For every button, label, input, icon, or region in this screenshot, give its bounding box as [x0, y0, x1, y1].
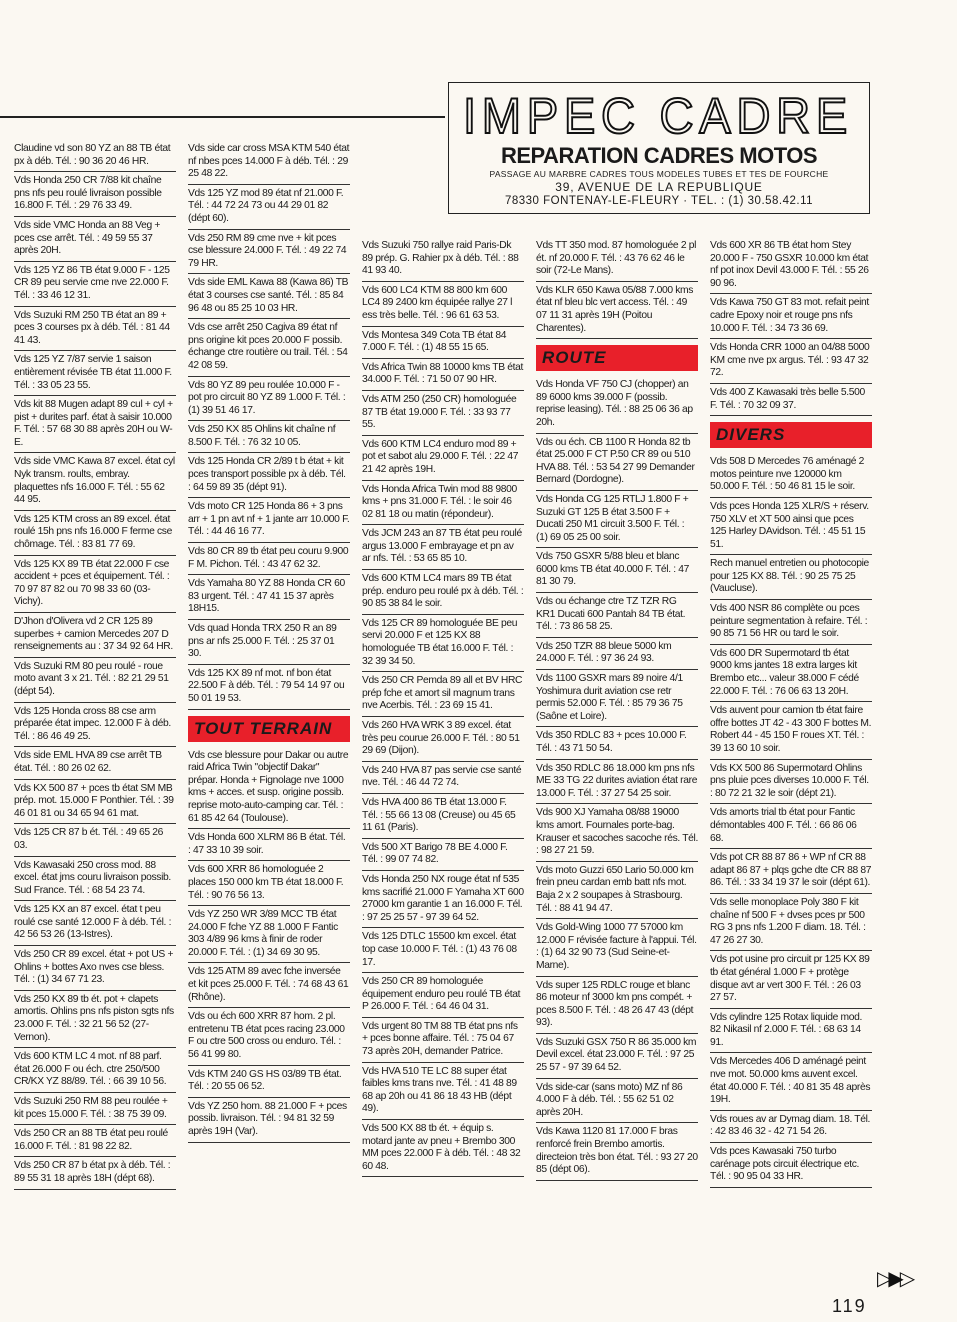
- classified-ad: Vds TT 350 mod. 87 homologuée 2 pl ét. nf 20.000 F. Tél. : 43 76 62 46 le soir (72-Le Mans).: [536, 240, 698, 282]
- section-header-route: ROUTE: [536, 345, 698, 371]
- classified-ad: Vds 250 CR 87 b état px à déb. Tél. : 89 55 31 18 après 18H (dépt 68).: [14, 1160, 176, 1189]
- impec-cadre-advert: [448, 82, 870, 214]
- impec-cadre-logo: [459, 89, 857, 141]
- classified-ad: Vds 125 DTLC 15500 km excel. état top case 10.000 F. Tél. : (1) 43 76 08 17.: [362, 931, 524, 973]
- classified-ad: Claudine vd son 80 YZ an 88 TB état px à déb. Tél. : 90 36 20 46 HR.: [14, 143, 176, 172]
- column-5: [710, 240, 872, 1191]
- classified-ad: Vds moto CR 125 Honda 86 + 3 pns arr + 1 pn avt nf + 1 jante arr 10.000 F. Tél. : 44 46 16 77.: [188, 501, 350, 543]
- banner-subtitle: PASSAGE AU MARBRE CADRES TOUS MODELES TUBES ET TES DE FOURCHE: [489, 169, 829, 179]
- classified-ad: Vds ou échange ctre TZ TZR RG KR1 Ducati 600 Pantah 84 TB état. Tél. : 73 86 58 25.: [536, 596, 698, 638]
- classified-ad: Vds Kawa 750 GT 83 mot. refait peint cadre Epoxy noir et rouge pns nfs 10.000 F. Tél. : 34 73 36 69.: [710, 297, 872, 339]
- classified-ad: Vds side-car (sans moto) MZ nf 86 4.000 F à déb. Tél. : 55 62 51 02 après 20H.: [536, 1082, 698, 1124]
- classified-ad: Vds 250 TZR 88 bleue 5000 km 24.000 F. Tél. : 97 36 24 93.: [536, 641, 698, 670]
- classified-ad: Vds 250 RM 89 cme nve + kit pces cse blessure 24.000 F. Tél. : 49 22 74 79 HR.: [188, 233, 350, 275]
- classified-ad: Vds side EML HVA 89 cse arrêt TB état. Tél. : 80 26 02 62.: [14, 750, 176, 779]
- classified-ad: Vds 125 CR 89 homologuée BE peu servi 20.000 F et 125 KX 88 homologuée TB état 16.000 F. Tél. : 32 39 34 50.: [362, 618, 524, 672]
- classified-ad: Vds Suzuki RM 250 TB état an 89 + pces 3 courses px à déb. Tél. : 81 44 41 43.: [14, 310, 176, 352]
- classified-ad: Vds 125 KX 89 TB état 22.000 F cse accident + pces et équipement. Tél. : 70 97 87 82 ou 70 98 33 60 (03-Vichy).: [14, 559, 176, 613]
- classified-ad: Vds 125 KX 89 nf mot. nf bon état 22.500 F à déb. Tél. : 79 54 14 97 ou 50 01 19 53.: [188, 668, 350, 710]
- classified-ad: Vds 250 KX 89 tb ét. pot + clapets amortis. Ohlins pns nfs piston sgts nfs 23.000 F. Tél. : 32 21 56 52 (27-Vernon).: [14, 994, 176, 1048]
- column-3: [362, 240, 524, 1180]
- classified-ad: Vds pot CR 88 87 86 + WP nf CR 88 adapt 86 87 + plqs gche dte CR 88 87 86. Tél. : 33 34 19 37 le soir (dépt 61).: [710, 852, 872, 894]
- classified-ad: Vds 600 DR Supermotard tb état 9000 kms jantes 18 extra larges kit Brembo etc... valeur 38.000 F cédé 22.000 F. Tél. : 76 06 63 13 20H.: [710, 648, 872, 702]
- classified-ad: Vds auvent pour camion tb état faire offre bottes JT 42 - 43 300 F bottes M. Robert 44 - 45 150 F roues XT. Tél. : 39 13 60 10 soir.: [710, 705, 872, 759]
- classified-ad: Vds 600 LC4 KTM 88 800 km 600 LC4 89 2400 km équipée rallye 27 l ess très belle. Tél. : 96 61 63 53.: [362, 285, 524, 327]
- classified-ad: Vds HVA 400 86 TB état 13.000 F. Tél. : 55 66 13 08 (Creuse) ou 45 65 11 61 (Paris).: [362, 797, 524, 839]
- classified-ad: Vds Mercedes 406 D aménagé peint nve mot. 50.000 kms auvent excel. état 40.000 F. Tél. : 40 81 35 48 après 19H.: [710, 1056, 872, 1110]
- classified-ad: Vds pot usine pro circuit pr 125 KX 89 tb état général 1.000 F + protège disque avt ar vert 300 F. Tél. : 26 03 27 57.: [710, 954, 872, 1008]
- classified-ad: Vds 250 KX 85 Ohlins kit chaîne nf 8.500 F. Tél. : 76 32 10 05.: [188, 424, 350, 453]
- classified-ad: Vds HVA 510 TE LC 88 super état faibles kms trans nve. Tél. : 41 48 89 68 ap 20h ou 41 86 18 43 HB (dépt 49).: [362, 1066, 524, 1120]
- classified-ad: Vds 350 RDLC 86 18.000 km pns nfs ME 33 TG 22 durites aviation état rare 13.000 F. Tél. : 37 27 54 25 soir.: [536, 763, 698, 805]
- classified-ad: Vds 600 KTM LC4 mars 89 TB état prép. enduro peu roulé px à déb. Tél. : 90 85 38 84 le soir.: [362, 573, 524, 615]
- classified-ad: Vds 600 KTM LC 4 mot. nf 88 parf. état 26.000 F ou éch. ctre 250/500 CR/KX YZ 88/89. Tél. : 66 39 10 56.: [14, 1051, 176, 1093]
- classified-ad: Vds 500 KX 88 tb ét. + équip s. motard jante av pneu + Brembo 300 MM pces 22.000 F à déb. Tél. : 48 32 60 48.: [362, 1123, 524, 1177]
- classified-ad: Vds 400 NSR 86 complète ou pces peinture segmentation à refaire. Tél. : 90 85 71 56 HR ou tard le soir.: [710, 603, 872, 645]
- classified-ad: Vds quad Honda TRX 250 R an 89 pns ar nfs 25.000 F. Tél. : 25 37 01 30.: [188, 623, 350, 665]
- classified-ad: Vds Honda VF 750 CJ (chopper) an 89 6000 kms 39.000 F (possib. reprise leasing). Tél. : 88 25 06 36 ap 20h.: [536, 379, 698, 433]
- classified-ad: Vds 260 HVA WRK 3 89 excel. état très peu courue 26.000 F. Tél. : 80 51 29 69 (Dijon).: [362, 720, 524, 762]
- classified-ad: D'Jhon d'Olivera vd 2 CR 125 89 superbes + camion Mercedes 207 D renseignements au : 37 34 92 64 HR.: [14, 616, 176, 658]
- classified-ad: Vds YZ 250 WR 3/89 MCC TB état 24.000 F fche YZ 88 1.000 F Fantic 303 4/89 96 kms à finir de roder 20.000 F. Tél. : (1) 34 69 30 95.: [188, 909, 350, 963]
- classified-ad: Vds 80 YZ 89 peu roulée 10.000 F - pot pro circuit 80 YZ 89 1.000 F. Tél. : (1) 39 51 46 17.: [188, 380, 350, 422]
- classified-ad: Vds Honda 250 NX rouge état nf 535 kms sacrifié 21.000 F Yamaha XT 600 27000 km garantie 1 an 16.000 F. Tél. : 97 25 25 57 - 97 39 64 52.: [362, 874, 524, 928]
- classified-ad: Vds 80 CR 89 tb état peu couru 9.900 F M. Pichon. Tél. : 43 47 62 32.: [188, 546, 350, 575]
- classified-ad: Vds Honda CRR 1000 an 04/88 5000 KM cme nve px argus. Tél. : 93 47 32 72.: [710, 342, 872, 384]
- classified-ad: Vds 125 ATM 89 avec fche inversée et kit pces 25.000 F. Tél. : 74 68 43 61 (Rhône).: [188, 966, 350, 1008]
- classified-ad: Vds 125 Honda CR 2/89 t b état + kit pces transport possible px à déb. Tél. : 64 59 89 35 (dépt 91).: [188, 456, 350, 498]
- classified-ad: Vds moto Guzzi 650 Lario 50.000 km frein pneu cardan emb batt nfs mot. Baja 2 x 2 soupapes à Strasbourg. Tél. : 88 41 94 47.: [536, 865, 698, 919]
- column-4: [536, 240, 698, 1184]
- classified-ad: Vds Suzuki GSX 750 R 86 35.000 km Devil excel. état 23.000 F. Tél. : 97 25 25 57 - 97 39 64 52.: [536, 1037, 698, 1079]
- svg-text:IMPEC CADRE: IMPEC CADRE: [463, 89, 853, 141]
- classified-ad: Vds Montesa 349 Cota TB état 84 7.000 F. Tél. : (1) 48 55 15 65.: [362, 330, 524, 359]
- classified-ad: Vds Suzuki RM 80 peu roulé - roue moto avant 3 x 21. Tél. : 82 21 29 51 (dépt 54).: [14, 661, 176, 703]
- classified-ad: Vds cse blessure pour Dakar ou autre raid Africa Twin "objectif Dakar" prépar. Honda + Fignolage nve 1000 kms + acces. et susp. origine possib. reprise moto-auto-camping car. Tél. : 61 85 42 64 (Toulouse).: [188, 750, 350, 830]
- classified-ad: Vds 500 XT Barigo 78 BE 4.000 F. Tél. : 99 07 74 82.: [362, 842, 524, 871]
- classified-ad: Vds Honda 250 CR 7/88 kit chaîne pns nfs peu roulé livraison possible 16.800 F. Tél. : 29 76 33 49.: [14, 175, 176, 217]
- classified-ad: Vds cylindre 125 Rotax liquide mod. 82 Nikasil nf 2.000 F. Tél. : 68 63 14 91.: [710, 1012, 872, 1054]
- classified-ad: Vds 350 RDLC 83 + pces 10.000 F. Tél. : 43 71 50 54.: [536, 730, 698, 759]
- classified-ad: Vds KLR 650 Kawa 05/88 7.000 kms état nf bleu blc vert access. Tél. : 49 07 11 31 après 19H (Poitou Charentes).: [536, 285, 698, 339]
- classified-ad: Vds Honda Africa Twin mod 88 9800 kms + pns 31.000 F. Tél. : le soir 46 02 81 18 ou matin (répondeur).: [362, 484, 524, 526]
- classified-ad: Vds 600 XRR 86 homologuée 2 places 150 000 km TB état 18.000 F. Tél. : 90 76 56 13.: [188, 864, 350, 906]
- section-header-divers: DIVERS: [710, 422, 872, 448]
- classified-ad: Vds Suzuki 250 RM 88 peu roulée + kit pces 15.000 F. Tél. : 38 75 39 09.: [14, 1096, 176, 1125]
- classified-ad: Vds 750 GSXR 5/88 bleu et blanc 6000 kms TB état 40.000 F. Tél. : 47 81 30 79.: [536, 551, 698, 593]
- classified-ad: Vds ou éch. CB 1100 R Honda 82 tb état 25.000 F CT P.50 CR 89 ou 510 HVA 88. Tél. : 53 54 27 99 Demander Bernard (Dordogne).: [536, 437, 698, 491]
- classified-ad: Vds Kawa 1120 81 17.000 F bras renforcé frein Brembo amortis. directeion très bon état. Tél. : 93 27 20 85 (dépt 06).: [536, 1126, 698, 1180]
- classified-ad: Vds YZ 250 hom. 88 21.000 F + pces possib. livraison. Tél. : 94 81 32 59 après 19H (Var).: [188, 1101, 350, 1143]
- classified-ad: Vds kit 88 Mugen adapt 89 cul + cyl + pist + durites parf. état à saisir 10.000 F. Tél. : 57 68 30 88 après 20H ou W-E.: [14, 399, 176, 453]
- classified-ad: Vds Kawasaki 250 cross mod. 88 excel. état jms couru livraison possib. Sud France. Tél. : 68 54 23 74.: [14, 860, 176, 902]
- banner-title: REPARATION CADRES MOTOS: [500, 143, 818, 168]
- classified-ad: Vds 600 KTM LC4 enduro mod 89 + pot et sabot alu 29.000 F. Tél. : 22 47 21 42 après 19H.: [362, 439, 524, 481]
- banner-address: 39, AVENUE DE LA REPUBLIQUE: [555, 180, 763, 194]
- classified-ad: Vds roues av ar Dymag diam. 18. Tél. : 42 83 46 32 - 42 71 54 26.: [710, 1114, 872, 1143]
- classified-ad: Vds ATM 250 (250 CR) homologuée 87 TB état 19.000 F. Tél. : 33 93 77 55.: [362, 394, 524, 436]
- classified-ad: Vds JCM 243 an 87 TB état peu roulé argus 13.000 F embrayage et pn av ar nfs. Tél. : 53 65 85 10.: [362, 528, 524, 570]
- banner-city-phone: 78330 FONTENAY-LE-FLEURY · TEL. : (1) 30.58.42.11: [504, 195, 814, 207]
- column-2: [188, 143, 350, 1146]
- classified-ad: Vds ou éch 600 XRR 87 hom. 2 pl. entretenu TB état pces racing 23.000 F ou ctre 500 cross ou enduro. Tél. : 56 41 99 80.: [188, 1011, 350, 1065]
- top-rule: [0, 116, 445, 118]
- classified-ad: Vds Gold-Wing 1000 77 57000 km 12.000 F révisée facture à l'appui. Tél. : (1) 64 32 90 73 (Sud Seine-et-Marne).: [536, 922, 698, 976]
- classified-ad: Vds Honda 600 XLRM 86 B état. Tél. : 47 33 10 39 soir.: [188, 832, 350, 861]
- classified-ad: Vds side car cross MSA KTM 540 état nf nbes pces 14.000 F à déb. Tél. : 29 25 48 22.: [188, 143, 350, 185]
- classified-ad: Vds 125 Honda cross 88 cse arm préparée état impec. 12.000 F à déb. Tél. : 86 46 49 25.: [14, 706, 176, 748]
- classified-ad: Vds cse arrêt 250 Cagiva 89 état nf pns origine kit pces 20.000 F possib. échange ctre routière ou trail. Tél. : 54 42 08 59.: [188, 322, 350, 376]
- classified-ad: Vds 600 XR 86 TB état hom Stey 20.000 F - 750 GSXR 10.000 km état nf pot inox Devil 43.000 F. Tél. : 55 26 90 96.: [710, 240, 872, 294]
- classified-ad: Vds 125 YZ mod 89 état nf 21.000 F. Tél. : 44 72 24 73 ou 44 29 01 82 (dépt 60).: [188, 188, 350, 230]
- classified-ad: Vds 250 CR 89 excel. état + pot US + Ohlins + bottes Axo nves cse bless. Tél. : (1) 34 67 71 23.: [14, 949, 176, 991]
- continue-arrows-icon: ▷▶▷: [877, 1268, 912, 1290]
- classified-ad: Vds side EML Kawa 88 (Kawa 86) TB état 3 courses cse santé. Tél. : 85 84 96 48 ou 85 25 10 03 HR.: [188, 277, 350, 319]
- section-header-tout-terrain: TOUT TERRAIN: [188, 716, 350, 742]
- column-1: [14, 143, 176, 1193]
- classified-ad: Vds 125 YZ 86 TB état 9.000 F - 125 CR 89 peu servie cme nve 22.000 F. Tél. : 33 46 12 31.: [14, 265, 176, 307]
- classified-ad: Vds urgent 80 TM 88 TB état pns nfs + pces bonne affaire. Tél. : 75 04 67 73 après 20H, demander Patrice.: [362, 1021, 524, 1063]
- classified-ad: Vds 900 XJ Yamaha 08/88 19000 kms amort. Fournales porte-bag. Krauser et sacoches sacoche rés. Tél. : 98 27 21 59.: [536, 807, 698, 861]
- classified-ad: Vds super 125 RDLC rouge et blanc 86 moteur nf 3000 km pns compét. + pces 8.500 F. Tél. : 48 26 47 43 (dépt 93).: [536, 980, 698, 1034]
- page-number: 119: [832, 1296, 867, 1316]
- classified-ad: Vds 1100 GSXR mars 89 noire 4/1 Yoshimura durit aviation cse retr permis 52.000 F. Tél. : 85 79 36 75 (Saône et Loire).: [536, 673, 698, 727]
- classified-ad: Vds side VMC Honda an 88 Veg + pces cse arrêt. Tél. : 49 59 55 37 après 20H.: [14, 220, 176, 262]
- classified-ad: Vds 125 YZ 7/87 servie 1 saison entièrement révisée TB état 11.000 F. Tél. : 33 05 23 55.: [14, 354, 176, 396]
- classified-ad: Vds Honda CG 125 RTLJ 1.800 F + Suzuki GT 125 B état 3.500 F + Ducati 250 M1 circuit 3.500 F. Tél. : (1) 69 05 25 00 soir.: [536, 494, 698, 548]
- classified-ad: Vds KX 500 87 + pces tb état SM MB prép. mot. 15.000 F Ponthier. Tél. : 39 46 01 81 ou 34 65 94 61 mat.: [14, 783, 176, 825]
- classified-ad: Vds Suzuki 750 rallye raid Paris-Dk 89 prép. G. Rahier px à déb. Tél. : 88 41 93 40.: [362, 240, 524, 282]
- classified-ad: Rech manuel entretien ou photocopie pour 125 KX 88. Tél. : 90 25 75 25 (Vaucluse).: [710, 558, 872, 600]
- classified-ad: Vds 125 KX an 87 excel. état t peu roulé cse santé 12.000 F à déb. Tél. : 42 56 53 26 (13-Istres).: [14, 904, 176, 946]
- classified-ad: Vds Africa Twin 88 10000 kms TB état 34.000 F. Tél. : 71 50 07 90 HR.: [362, 362, 524, 391]
- classified-ad: Vds 240 HVA 87 pas servie cse santé nve. Tél. : 46 44 72 74.: [362, 765, 524, 794]
- classified-ad: Vds amorts trial tb état pour Fantic démontables 400 F. Tél. : 66 86 06 68.: [710, 807, 872, 849]
- classified-ad: Vds side VMC Kawa 87 excel. état cyl Nyk transm. roults, embray. plaquettes nfs 16.000 F. Tél. : 55 62 44 95.: [14, 456, 176, 510]
- classified-ad: Vds 250 CR 89 homologuée équipement enduro peu roulé TB état P 26.000 F. Tél. : 64 46 04 31.: [362, 976, 524, 1018]
- classified-ad: Vds 508 D Mercedes 76 aménagé 2 motos peinture nve 120000 km 50.000 F. Tél. : 50 46 81 15 le soir.: [710, 456, 872, 498]
- classified-ad: Vds Yamaha 80 YZ 88 Honda CR 60 83 urgent. Tél. : 47 41 15 37 après 18H15.: [188, 578, 350, 620]
- classified-ad: Vds selle monoplace Poly 380 F kit chaîne nf 500 F + dvses pces pr 500 RG 3 pns nfs 1.200 F diam. 18. Tél. : 47 26 27 30.: [710, 897, 872, 951]
- classified-ad: Vds 125 CR 87 b ét. Tél. : 49 65 26 03.: [14, 827, 176, 856]
- classified-ad: Vds KX 500 86 Supermotard Ohlins pns pluie pces diverses 10.000 F. Tél. : 80 72 21 32 le soir (dépt 21).: [710, 763, 872, 805]
- classified-ad: Vds 250 CR an 88 TB état peu roulé 16.000 F. Tél. : 81 98 22 82.: [14, 1128, 176, 1157]
- classified-ad: Vds pces Kawasaki 750 turbo carénage pots circuit électrique etc. Tél. : 90 95 04 33 HR.: [710, 1146, 872, 1188]
- classified-ad: Vds 400 Z Kawasaki très belle 5.500 F. Tél. : 70 32 09 37.: [710, 387, 872, 416]
- classified-ad: Vds 250 CR Pemda 89 all et BV HRC prép fche et amort sil magnum trans nve Acerbis. Tél. : 23 69 15 41.: [362, 675, 524, 717]
- classified-ad: Vds KTM 240 GS HS 03/89 TB état. Tél. : 20 55 06 52.: [188, 1069, 350, 1098]
- classified-ad: Vds 125 KTM cross an 89 excel. état roulé 15h pns nfs 16.000 F ferme cse chômage. Tél. : 83 81 77 69.: [14, 514, 176, 556]
- classified-ad: Vds pces Honda 125 XLR/S + réserv. 750 XLV et XT 500 ainsi que pces 125 Harley DAvidson. Tél. : 45 51 15 51.: [710, 501, 872, 555]
